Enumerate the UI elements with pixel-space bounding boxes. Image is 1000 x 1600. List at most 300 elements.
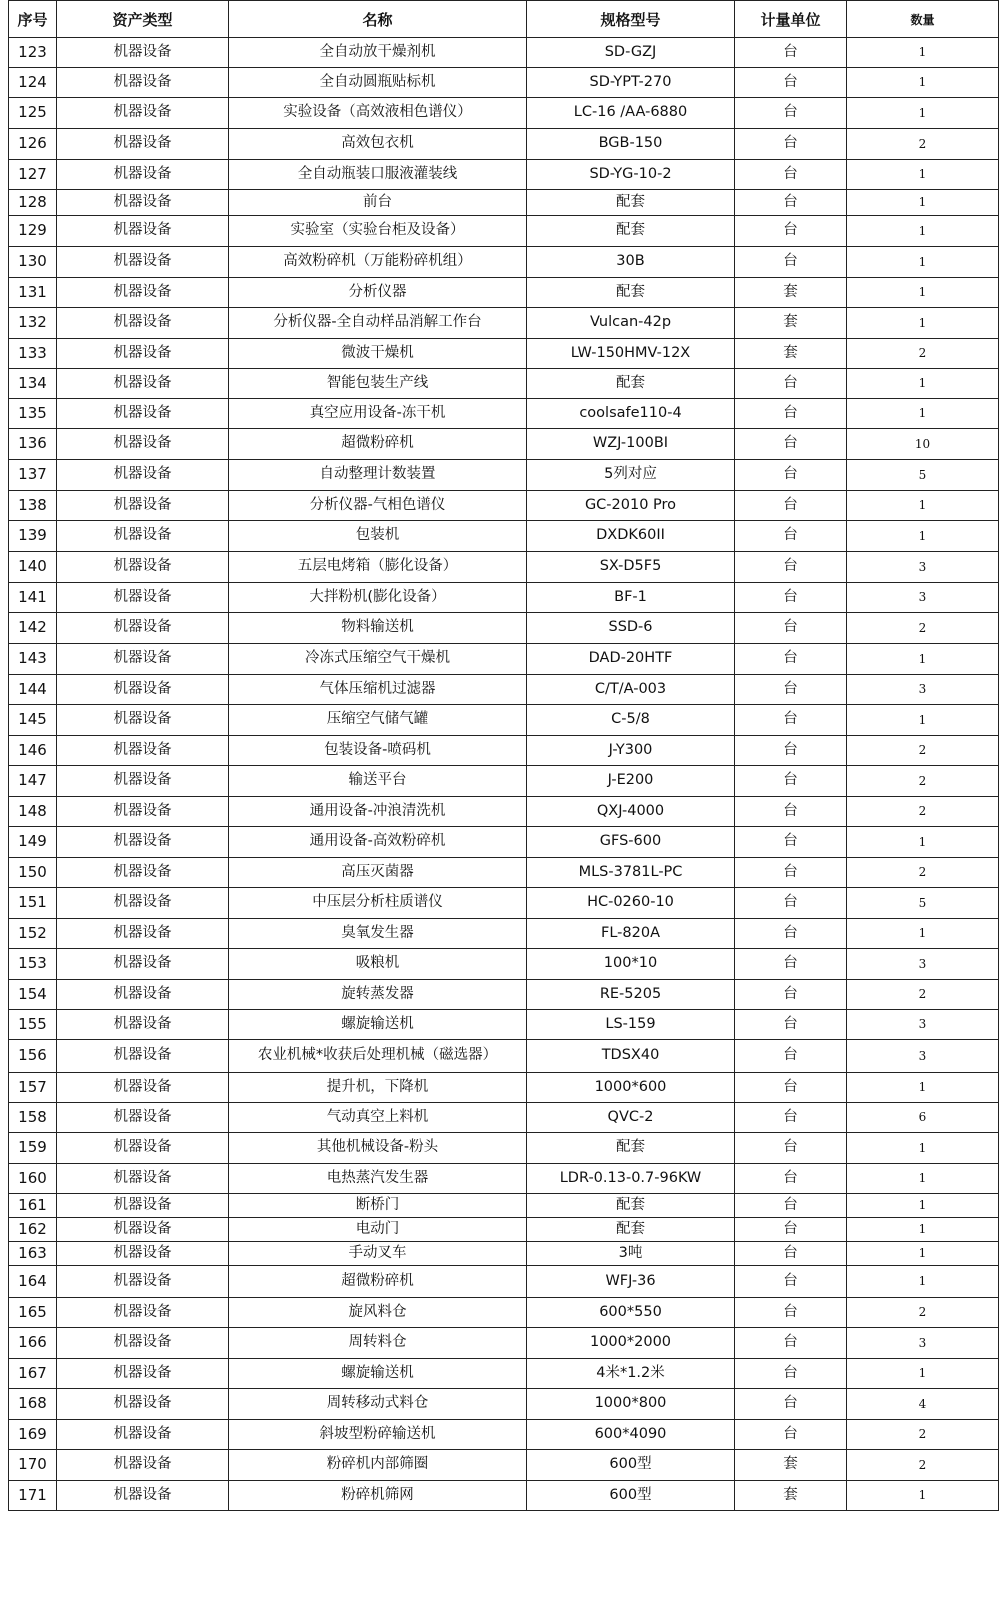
serial-number-cell: 155 [9,1010,57,1040]
unit-cell: 台 [735,827,847,858]
asset-table [8,0,999,1511]
asset-type-cell: 机器设备 [57,399,229,429]
name-cell: 全自动放干燥剂机 [229,38,527,68]
name-cell: 真空应用设备-冻干机 [229,399,527,429]
serial-number-cell: 154 [9,980,57,1010]
quantity-cell: 1 [847,919,999,949]
table-row [9,1040,999,1073]
asset-type-cell: 机器设备 [57,460,229,491]
serial-number-cell: 123 [9,38,57,68]
quantity-cell: 1 [847,190,999,216]
serial-number-cell: 130 [9,247,57,278]
unit-cell: 套 [735,1450,847,1481]
unit-cell: 台 [735,1103,847,1133]
unit-cell: 台 [735,1242,847,1266]
serial-number-cell: 140 [9,552,57,583]
spec-model-cell: 600*4090 [527,1420,735,1450]
asset-type-cell: 机器设备 [57,1298,229,1328]
table-row [9,1242,999,1266]
spec-model-cell: BGB-150 [527,129,735,160]
table-row [9,339,999,369]
quantity-cell: 1 [847,1481,999,1511]
quantity-cell: 1 [847,216,999,247]
asset-type-cell: 机器设备 [57,552,229,583]
serial-number-cell: 166 [9,1328,57,1359]
spec-model-cell: LS-159 [527,1010,735,1040]
name-cell: 手动叉车 [229,1242,527,1266]
unit-cell: 台 [735,1040,847,1073]
table-row [9,1010,999,1040]
spec-model-cell: WZJ-100BI [527,429,735,460]
quantity-cell: 1 [847,98,999,129]
serial-number-cell: 138 [9,491,57,521]
table-row [9,247,999,278]
spec-model-cell: 1000*800 [527,1389,735,1420]
spec-model-cell: 30B [527,247,735,278]
table-row [9,216,999,247]
quantity-cell: 2 [847,797,999,827]
asset-type-cell: 机器设备 [57,1389,229,1420]
serial-number-cell: 143 [9,644,57,675]
serial-number-cell: 161 [9,1194,57,1218]
name-cell: 螺旋输送机 [229,1010,527,1040]
asset-type-cell: 机器设备 [57,827,229,858]
asset-type-cell: 机器设备 [57,339,229,369]
serial-number-cell: 131 [9,278,57,308]
table-row [9,919,999,949]
unit-cell: 台 [735,160,847,190]
spec-model-cell: BF-1 [527,583,735,613]
unit-cell: 台 [735,369,847,399]
asset-type-cell: 机器设备 [57,1218,229,1242]
asset-type-cell: 机器设备 [57,583,229,613]
asset-type-cell: 机器设备 [57,190,229,216]
serial-number-cell: 142 [9,613,57,644]
unit-cell: 台 [735,1298,847,1328]
spec-model-cell: SD-YPT-270 [527,68,735,98]
unit-cell: 台 [735,766,847,797]
spec-model-cell: C-5/8 [527,705,735,736]
table-row [9,1218,999,1242]
unit-cell: 套 [735,339,847,369]
serial-number-cell: 148 [9,797,57,827]
table-row [9,827,999,858]
name-cell: 电热蒸汽发生器 [229,1164,527,1194]
unit-cell: 台 [735,949,847,980]
table-row [9,949,999,980]
unit-cell: 台 [735,644,847,675]
quantity-cell: 2 [847,766,999,797]
name-cell: 高效包衣机 [229,129,527,160]
serial-number-cell: 163 [9,1242,57,1266]
spec-model-cell: 配套 [527,369,735,399]
serial-number-cell: 164 [9,1266,57,1298]
name-cell: 通用设备-冲浪清洗机 [229,797,527,827]
spec-model-cell: DAD-20HTF [527,644,735,675]
quantity-cell: 1 [847,1194,999,1218]
table-row [9,858,999,888]
unit-cell: 台 [735,1420,847,1450]
serial-number-cell: 132 [9,308,57,339]
quantity-cell: 1 [847,1073,999,1103]
table-row [9,1266,999,1298]
table-row [9,613,999,644]
table-row [9,38,999,68]
quantity-cell: 1 [847,1242,999,1266]
name-cell: 旋转蒸发器 [229,980,527,1010]
serial-number-cell: 153 [9,949,57,980]
table-row [9,675,999,705]
header-serial-number: 序号 [9,1,57,38]
name-cell: 粉碎机筛网 [229,1481,527,1511]
name-cell: 气动真空上料机 [229,1103,527,1133]
quantity-cell: 2 [847,1298,999,1328]
asset-type-cell: 机器设备 [57,247,229,278]
table-row [9,160,999,190]
header-quantity: 数量 [847,1,999,38]
spec-model-cell: 配套 [527,1194,735,1218]
unit-cell: 台 [735,797,847,827]
unit-cell: 台 [735,521,847,552]
spec-model-cell: QVC-2 [527,1103,735,1133]
name-cell: 断桥门 [229,1194,527,1218]
unit-cell: 台 [735,460,847,491]
quantity-cell: 10 [847,429,999,460]
quantity-cell: 2 [847,1420,999,1450]
asset-type-cell: 机器设备 [57,1073,229,1103]
asset-type-cell: 机器设备 [57,888,229,919]
asset-type-cell: 机器设备 [57,1266,229,1298]
name-cell: 超微粉碎机 [229,429,527,460]
unit-cell: 台 [735,1073,847,1103]
quantity-cell: 4 [847,1389,999,1420]
quantity-cell: 1 [847,160,999,190]
serial-number-cell: 125 [9,98,57,129]
name-cell: 通用设备-高效粉碎机 [229,827,527,858]
table-row [9,1073,999,1103]
quantity-cell: 3 [847,552,999,583]
unit-cell: 台 [735,129,847,160]
table-row [9,980,999,1010]
spec-model-cell: 1000*2000 [527,1328,735,1359]
table-row [9,429,999,460]
asset-type-cell: 机器设备 [57,308,229,339]
table-row [9,190,999,216]
name-cell: 周转移动式料仓 [229,1389,527,1420]
quantity-cell: 1 [847,1266,999,1298]
serial-number-cell: 152 [9,919,57,949]
spec-model-cell: 600*550 [527,1298,735,1328]
table-row [9,1164,999,1194]
name-cell: 分析仪器-全自动样品消解工作台 [229,308,527,339]
name-cell: 前台 [229,190,527,216]
quantity-cell: 2 [847,1450,999,1481]
serial-number-cell: 165 [9,1298,57,1328]
name-cell: 智能包装生产线 [229,369,527,399]
serial-number-cell: 146 [9,736,57,766]
serial-number-cell: 145 [9,705,57,736]
unit-cell: 台 [735,68,847,98]
spec-model-cell: GFS-600 [527,827,735,858]
serial-number-cell: 159 [9,1133,57,1164]
quantity-cell: 1 [847,705,999,736]
serial-number-cell: 139 [9,521,57,552]
asset-type-cell: 机器设备 [57,278,229,308]
quantity-cell: 1 [847,278,999,308]
spec-model-cell: 600型 [527,1481,735,1511]
quantity-cell: 1 [847,1133,999,1164]
name-cell: 超微粉碎机 [229,1266,527,1298]
spec-model-cell: QXJ-4000 [527,797,735,827]
name-cell: 微波干燥机 [229,339,527,369]
spec-model-cell: Vulcan-42p [527,308,735,339]
name-cell: 实验设备（高效液相色谱仪） [229,98,527,129]
serial-number-cell: 171 [9,1481,57,1511]
name-cell: 农业机械*收获后处理机械（磁选器） [229,1040,527,1073]
spec-model-cell: 5列对应 [527,460,735,491]
unit-cell: 台 [735,919,847,949]
unit-cell: 套 [735,308,847,339]
table-row [9,705,999,736]
name-cell: 吸粮机 [229,949,527,980]
quantity-cell: 2 [847,613,999,644]
unit-cell: 台 [735,1194,847,1218]
unit-cell: 台 [735,190,847,216]
asset-type-cell: 机器设备 [57,858,229,888]
spec-model-cell: J-E200 [527,766,735,797]
table-row [9,1133,999,1164]
asset-type-cell: 机器设备 [57,129,229,160]
spec-model-cell: 配套 [527,216,735,247]
serial-number-cell: 129 [9,216,57,247]
table-body [9,38,999,1511]
asset-type-cell: 机器设备 [57,1133,229,1164]
spec-model-cell: 600型 [527,1450,735,1481]
spec-model-cell: C/T/A-003 [527,675,735,705]
asset-type-cell: 机器设备 [57,705,229,736]
quantity-cell: 1 [847,369,999,399]
spec-model-cell: 配套 [527,1218,735,1242]
spec-model-cell: MLS-3781L-PC [527,858,735,888]
asset-type-cell: 机器设备 [57,613,229,644]
quantity-cell: 1 [847,38,999,68]
table-row [9,521,999,552]
name-cell: 物料输送机 [229,613,527,644]
serial-number-cell: 150 [9,858,57,888]
serial-number-cell: 168 [9,1389,57,1420]
asset-type-cell: 机器设备 [57,1420,229,1450]
table-row [9,98,999,129]
quantity-cell: 3 [847,675,999,705]
name-cell: 臭氧发生器 [229,919,527,949]
table-row [9,1359,999,1389]
unit-cell: 套 [735,1481,847,1511]
quantity-cell: 3 [847,949,999,980]
asset-type-cell: 机器设备 [57,1481,229,1511]
serial-number-cell: 156 [9,1040,57,1073]
table-row [9,491,999,521]
quantity-cell: 3 [847,1328,999,1359]
spec-model-cell: SD-GZJ [527,38,735,68]
spec-model-cell: 配套 [527,1133,735,1164]
header-row [9,1,999,38]
name-cell: 全自动瓶装口服液灌装线 [229,160,527,190]
quantity-cell: 2 [847,129,999,160]
table-row [9,68,999,98]
asset-type-cell: 机器设备 [57,949,229,980]
spec-model-cell: J-Y300 [527,736,735,766]
header-asset-type: 资产类型 [57,1,229,38]
asset-type-cell: 机器设备 [57,1103,229,1133]
quantity-cell: 1 [847,1359,999,1389]
asset-type-cell: 机器设备 [57,1194,229,1218]
asset-type-cell: 机器设备 [57,675,229,705]
unit-cell: 台 [735,552,847,583]
quantity-cell: 3 [847,583,999,613]
spec-model-cell: coolsafe110-4 [527,399,735,429]
unit-cell: 台 [735,98,847,129]
spec-model-cell: TDSX40 [527,1040,735,1073]
quantity-cell: 6 [847,1103,999,1133]
name-cell: 分析仪器-气相色谱仪 [229,491,527,521]
quantity-cell: 1 [847,399,999,429]
serial-number-cell: 147 [9,766,57,797]
name-cell: 五层电烤箱（膨化设备） [229,552,527,583]
unit-cell: 台 [735,491,847,521]
name-cell: 实验室（实验台柜及设备） [229,216,527,247]
spec-model-cell: LC-16 /AA-6880 [527,98,735,129]
table-row [9,1420,999,1450]
table-row [9,308,999,339]
unit-cell: 台 [735,1266,847,1298]
name-cell: 电动门 [229,1218,527,1242]
table-row [9,460,999,491]
unit-cell: 台 [735,1218,847,1242]
serial-number-cell: 137 [9,460,57,491]
asset-type-cell: 机器设备 [57,1328,229,1359]
serial-number-cell: 141 [9,583,57,613]
table-row [9,766,999,797]
spec-model-cell: LW-150HMV-12X [527,339,735,369]
table-row [9,369,999,399]
unit-cell: 台 [735,736,847,766]
serial-number-cell: 162 [9,1218,57,1242]
quantity-cell: 3 [847,1010,999,1040]
serial-number-cell: 144 [9,675,57,705]
asset-type-cell: 机器设备 [57,1359,229,1389]
asset-type-cell: 机器设备 [57,160,229,190]
asset-type-cell: 机器设备 [57,1010,229,1040]
unit-cell: 台 [735,247,847,278]
unit-cell: 台 [735,38,847,68]
asset-type-cell: 机器设备 [57,1450,229,1481]
spec-model-cell: DXDK60II [527,521,735,552]
name-cell: 高压灭菌器 [229,858,527,888]
name-cell: 螺旋输送机 [229,1359,527,1389]
quantity-cell: 1 [847,644,999,675]
spec-model-cell: GC-2010 Pro [527,491,735,521]
asset-type-cell: 机器设备 [57,1164,229,1194]
asset-type-cell: 机器设备 [57,1040,229,1073]
serial-number-cell: 157 [9,1073,57,1103]
table-header [9,1,999,38]
table-row [9,797,999,827]
spec-model-cell: 3吨 [527,1242,735,1266]
name-cell: 输送平台 [229,766,527,797]
unit-cell: 台 [735,1010,847,1040]
serial-number-cell: 160 [9,1164,57,1194]
quantity-cell: 2 [847,980,999,1010]
quantity-cell: 1 [847,1164,999,1194]
quantity-cell: 2 [847,736,999,766]
serial-number-cell: 128 [9,190,57,216]
asset-type-cell: 机器设备 [57,797,229,827]
unit-cell: 台 [735,429,847,460]
table-row [9,399,999,429]
spec-model-cell: 4米*1.2米 [527,1359,735,1389]
name-cell: 全自动圆瓶贴标机 [229,68,527,98]
table-row [9,1103,999,1133]
serial-number-cell: 158 [9,1103,57,1133]
name-cell: 其他机械设备-粉头 [229,1133,527,1164]
asset-type-cell: 机器设备 [57,766,229,797]
unit-cell: 台 [735,216,847,247]
quantity-cell: 1 [847,491,999,521]
serial-number-cell: 127 [9,160,57,190]
serial-number-cell: 124 [9,68,57,98]
name-cell: 粉碎机内部筛圈 [229,1450,527,1481]
table-row [9,1194,999,1218]
serial-number-cell: 136 [9,429,57,460]
table-row [9,1481,999,1511]
unit-cell: 台 [735,980,847,1010]
asset-list-page [8,0,998,1511]
table-row [9,278,999,308]
spec-model-cell: HC-0260-10 [527,888,735,919]
unit-cell: 台 [735,888,847,919]
unit-cell: 台 [735,1164,847,1194]
unit-cell: 台 [735,705,847,736]
quantity-cell: 1 [847,68,999,98]
name-cell: 包装设备-喷码机 [229,736,527,766]
serial-number-cell: 169 [9,1420,57,1450]
serial-number-cell: 167 [9,1359,57,1389]
serial-number-cell: 149 [9,827,57,858]
asset-type-cell: 机器设备 [57,38,229,68]
quantity-cell: 5 [847,888,999,919]
unit-cell: 台 [735,1359,847,1389]
table-row [9,1389,999,1420]
table-row [9,1450,999,1481]
header-unit: 计量单位 [735,1,847,38]
name-cell: 斜坡型粉碎输送机 [229,1420,527,1450]
spec-model-cell: LDR-0.13-0.7-96KW [527,1164,735,1194]
name-cell: 周转料仓 [229,1328,527,1359]
name-cell: 自动整理计数装置 [229,460,527,491]
quantity-cell: 3 [847,1040,999,1073]
asset-type-cell: 机器设备 [57,216,229,247]
asset-type-cell: 机器设备 [57,644,229,675]
name-cell: 大拌粉机(膨化设备） [229,583,527,613]
table-row [9,1328,999,1359]
name-cell: 气体压缩机过滤器 [229,675,527,705]
name-cell: 包装机 [229,521,527,552]
header-spec-model: 规格型号 [527,1,735,38]
name-cell: 提升机，下降机 [229,1073,527,1103]
unit-cell: 套 [735,278,847,308]
serial-number-cell: 170 [9,1450,57,1481]
name-cell: 旋风料仓 [229,1298,527,1328]
